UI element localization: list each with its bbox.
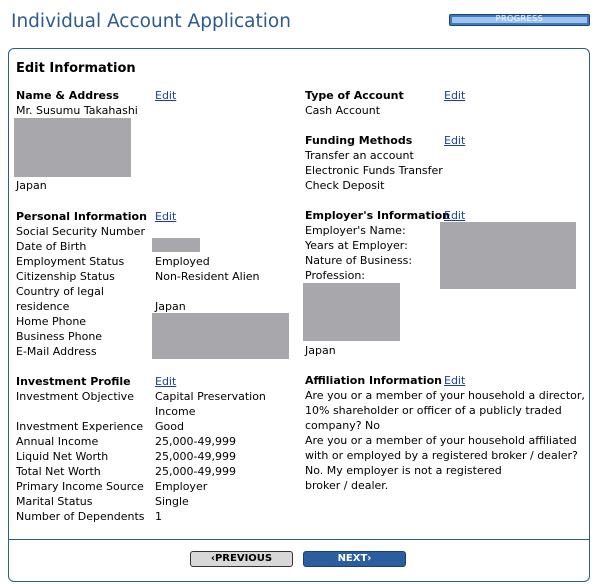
home-phone-label: Home Phone [16, 315, 87, 328]
citizenship-status-label: Citizenship Status [16, 270, 115, 283]
redacted-address [14, 118, 131, 177]
annual-income-label: Annual Income [16, 435, 99, 448]
employer-info-heading: Employer's Information [305, 209, 450, 222]
investment-profile-heading: Investment Profile [16, 375, 131, 388]
affiliation-heading: Affiliation Information [305, 374, 442, 387]
employer-name-label: Employer's Name: [305, 224, 406, 237]
email-label: E-Mail Address [16, 345, 97, 358]
next-button[interactable]: NEXT› [303, 551, 406, 567]
affiliation-text: with or employed by a registered broker / dealer? [305, 449, 578, 462]
dob-label: Date of Birth [16, 240, 87, 253]
edit-personal-info-link[interactable]: Edit [155, 210, 177, 223]
employment-status-label: Employment Status [16, 255, 125, 268]
edit-account-type-link[interactable]: Edit [444, 89, 466, 102]
applicant-name: Mr. Susumu Takahashi [16, 104, 138, 117]
marital-status-label: Marital Status [16, 495, 93, 508]
redacted-contact-info [152, 313, 289, 359]
country-residence-value: Japan [155, 300, 186, 313]
name-address-heading: Name & Address [16, 89, 120, 102]
dependents-label: Number of Dependents [16, 510, 145, 523]
affiliation-text: 10% shareholder or officer of a publicly traded [305, 404, 562, 417]
employer-country: Japan [305, 344, 336, 357]
citizenship-status-value: Non-Resident Alien [155, 270, 260, 283]
dependents-value: 1 [155, 510, 162, 523]
footer-divider [9, 539, 589, 540]
years-employer-label: Years at Employer: [305, 239, 408, 252]
affiliation-text: No. My employer is not a registered [305, 464, 502, 477]
redacted-employer-details [440, 222, 576, 289]
page-title: Individual Account Application [11, 11, 291, 32]
funding-method-item: Transfer an account [305, 149, 414, 162]
edit-information-heading: Edit Information [16, 61, 136, 76]
marital-status-value: Single [155, 495, 189, 508]
investment-experience-value: Good [155, 420, 184, 433]
personal-info-heading: Personal Information [16, 210, 147, 223]
account-type-heading: Type of Account [305, 89, 404, 102]
redacted-employer-address [303, 283, 400, 341]
affiliation-text: Are you or a member of your household affiliated [305, 434, 577, 447]
liquid-net-worth-label: Liquid Net Worth [16, 450, 109, 463]
previous-button[interactable]: ‹PREVIOUS [190, 551, 293, 567]
address-country: Japan [16, 179, 47, 192]
investment-objective-label: Investment Objective [16, 390, 134, 403]
nature-business-label: Nature of Business: [305, 254, 413, 267]
investment-objective-value: Capital Preservation [155, 390, 266, 403]
total-net-worth-label: Total Net Worth [16, 465, 101, 478]
investment-experience-label: Investment Experience [16, 420, 144, 433]
progress-bar [449, 14, 590, 26]
annual-income-value: 25,000-49,999 [155, 435, 236, 448]
affiliation-text: Are you or a member of your household a director, [305, 389, 585, 402]
edit-employer-info-link[interactable]: Edit [444, 209, 466, 222]
total-net-worth-value: 25,000-49,999 [155, 465, 236, 478]
edit-affiliation-link[interactable]: Edit [444, 374, 466, 387]
primary-income-source-value: Employer [155, 480, 208, 493]
ssn-label: Social Security Number [16, 225, 145, 238]
business-phone-label: Business Phone [16, 330, 103, 343]
edit-investment-profile-link[interactable]: Edit [155, 375, 177, 388]
employment-status-value: Employed [155, 255, 210, 268]
affiliation-text: company? No [305, 419, 380, 432]
edit-funding-methods-link[interactable]: Edit [444, 134, 466, 147]
funding-method-item: Electronic Funds Transfer [305, 164, 443, 177]
affiliation-text: broker / dealer. [305, 479, 389, 492]
liquid-net-worth-value: 25,000-49,999 [155, 450, 236, 463]
funding-method-item: Check Deposit [305, 179, 385, 192]
account-type-value: Cash Account [305, 104, 381, 117]
edit-name-address-link[interactable]: Edit [155, 89, 177, 102]
country-residence-label-cont: residence [16, 300, 70, 313]
country-residence-label: Country of legal [16, 285, 104, 298]
progress-label: PROGRESS [495, 14, 544, 23]
funding-methods-heading: Funding Methods [305, 134, 413, 147]
primary-income-source-label: Primary Income Source [16, 480, 144, 493]
profession-label: Profession: [305, 269, 366, 282]
redacted-dob [152, 238, 200, 252]
investment-objective-value-cont: Income [155, 405, 196, 418]
